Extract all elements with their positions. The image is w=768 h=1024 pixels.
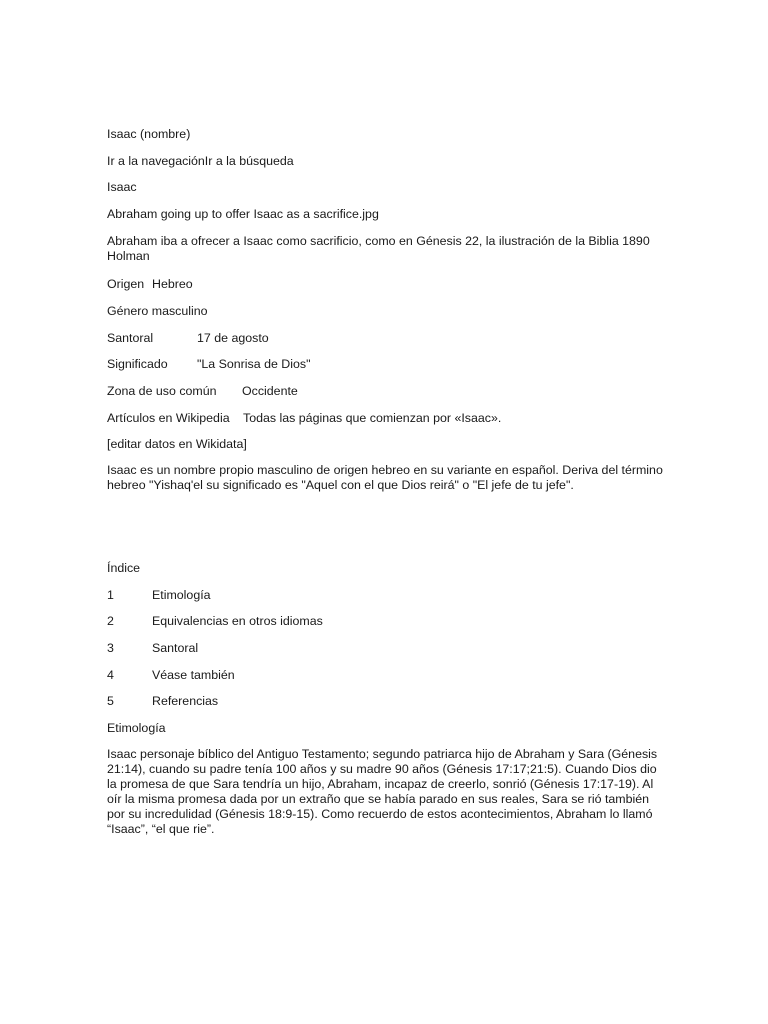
articulos-value[interactable]: Todas las páginas que comienzan por «Isaac».	[243, 411, 502, 425]
toc-item-number: 2	[107, 614, 114, 628]
toc-item-label[interactable]: Santoral	[152, 641, 199, 655]
toc-item-number: 4	[107, 668, 114, 682]
articulos-label: Artículos en Wikipedia	[107, 411, 230, 425]
toc-item-label[interactable]: Equivalencias en otros idiomas	[152, 614, 323, 628]
infobox-name: Isaac	[107, 180, 137, 194]
infobox-image-filename[interactable]: Abraham going up to offer Isaac as a sacrifice.jpg	[107, 207, 379, 221]
infobox-genero: Género masculino	[107, 304, 208, 318]
infobox-row-origen	[107, 277, 193, 292]
infobox-row-santoral	[107, 331, 269, 346]
santoral-label: Santoral	[107, 331, 154, 345]
significado-label: Significado	[107, 357, 168, 371]
zona-value: Occidente	[242, 384, 298, 398]
origen-label: Origen	[107, 277, 145, 291]
toc-item-number: 1	[107, 588, 114, 602]
etimologia-heading: Etimología	[107, 721, 166, 735]
origen-value: Hebreo	[152, 277, 193, 291]
toc-item-label[interactable]: Véase también	[152, 668, 235, 682]
santoral-value: 17 de agosto	[197, 331, 269, 345]
intro-paragraph: Isaac es un nombre propio masculino de origen hebreo en su variante en español. Deriva del término hebreo "Yishaq'el su significado es "Aquel con el que Dios reirá" o "El jefe de tu jefe".	[107, 463, 663, 492]
toc-item-label[interactable]: Referencias	[152, 694, 219, 708]
toc-item-number: 3	[107, 641, 114, 655]
article-title: Isaac (nombre)	[107, 127, 191, 141]
infobox-row-articulos	[107, 411, 502, 426]
zona-label: Zona de uso común	[107, 384, 217, 398]
toc-heading: Índice	[107, 561, 141, 575]
infobox-row-significado	[107, 357, 311, 372]
edit-wikidata-link[interactable]: [editar datos en Wikidata]	[107, 437, 247, 451]
toc-item-label[interactable]: Etimología	[152, 588, 211, 602]
etimologia-paragraph: Isaac personaje bíblico del Antiguo Testamento; segundo patriarca hijo de Abraham y Sara (Génesis 21:14), cuando su padre tenía 100 años y su madre 90 años (Génesis 17:17;21:5). Cuando Dios dio la promesa de que Sara tendría un hijo, Abraham, incapaz de creerlo, sonrió (Génesis 17:17-19). Al oír la misma promesa dada por un extraño que se había parado en sus reales, Sara se rió también por su incredulidad (Génesis 18:9-15). Como recuerdo de estos acontecimientos, Abraham lo llamó “Isaac”, “el que rie”.	[107, 747, 658, 836]
significado-value: "La Sonrisa de Dios"	[197, 357, 311, 371]
infobox-image-caption: Abraham iba a ofrecer a Isaac como sacrificio, como en Génesis 22, la ilustración de la Biblia 1890 Holman	[107, 234, 650, 263]
skip-links[interactable]: Ir a la navegaciónIr a la búsqueda	[107, 154, 294, 168]
infobox-row-zona	[107, 384, 298, 399]
toc-item-number: 5	[107, 694, 114, 708]
